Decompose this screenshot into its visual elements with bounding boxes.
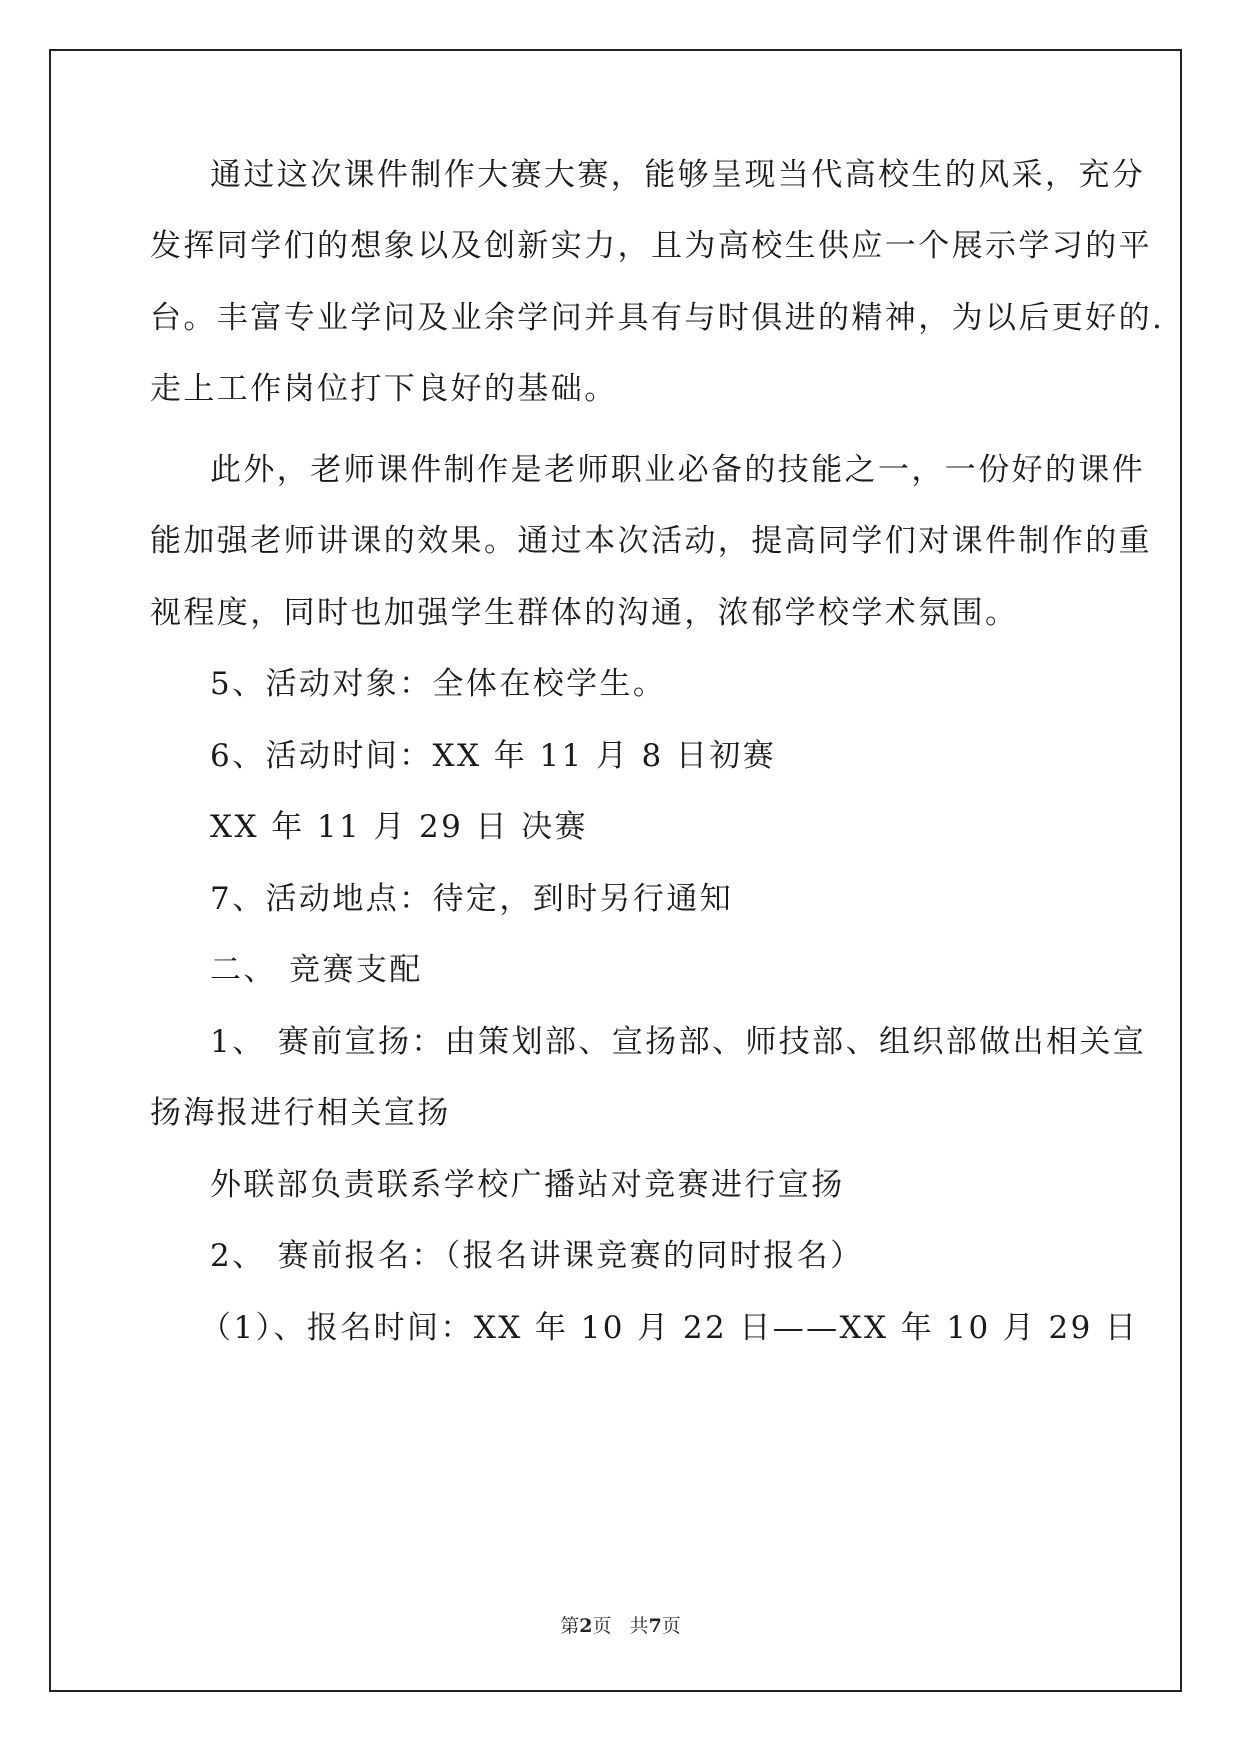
list-item: 2、 赛前报名：（报名讲课竞赛的同时报名）: [210, 1238, 864, 1274]
paragraph-line: 此外，老师课件制作是老师职业必备的技能之一，一份好的课件: [210, 452, 1146, 488]
list-item: 7、活动地点：待定，到时另行通知: [210, 881, 734, 917]
page-border: [49, 49, 1182, 1692]
current-page-number: 2: [579, 1615, 593, 1637]
footer-suffix: 页: [661, 1615, 681, 1637]
paragraph-line: 发挥同学们的想象以及创新实力，且为高校生供应一个展示学习的平: [150, 228, 1152, 264]
paragraph-line: 台。丰富专业学问及业余学问并具有与时俱进的精神，为以后更好的.: [150, 300, 1165, 336]
paragraph-line: 视程度，同时也加强学生群体的沟通，浓郁学校学术氛围。: [150, 595, 1019, 631]
list-item: XX 年 11 月 29 日 决赛: [210, 809, 588, 845]
list-item: 5、活动对象：全体在校学生。: [210, 666, 667, 702]
total-page-number: 7: [648, 1615, 662, 1637]
paragraph-line: 扬海报进行相关宣扬: [150, 1095, 451, 1131]
footer-prefix: 第: [560, 1615, 580, 1637]
paragraph-line: 能加强老师讲课的效果。通过本次活动，提高同学们对课件制作的重: [150, 523, 1152, 559]
list-item: （1）、报名时间：XX 年 10 月 22 日——XX 年 10 月 29 日: [200, 1310, 1139, 1346]
section-heading: 二、 竞赛支配: [210, 952, 423, 988]
paragraph-line: 走上工作岗位打下良好的基础。: [150, 371, 618, 407]
paragraph-line: 外联部负责联系学校广播站对竞赛进行宣扬: [210, 1167, 845, 1203]
paragraph-line: 通过这次课件制作大赛大赛，能够呈现当代高校生的风采，充分: [210, 157, 1146, 193]
footer-mid: 页 共: [592, 1615, 649, 1637]
page-footer: [0, 1611, 1241, 1638]
list-item: 6、活动时间：XX 年 11 月 8 日初赛: [210, 738, 777, 774]
list-item: 1、 赛前宣扬：由策划部、宣扬部、师技部、组织部做出相关宣: [210, 1024, 1147, 1060]
